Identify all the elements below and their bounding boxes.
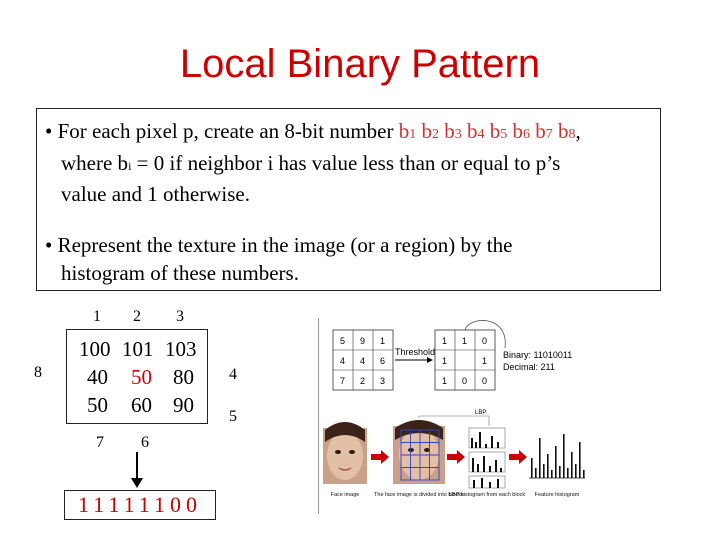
threshold-label: Threshold [395,347,436,357]
grid-cell: 90 [173,393,194,417]
neighbor-label-4: 4 [229,366,237,383]
down-arrow-icon [131,478,143,488]
matrix-cell: 3 [380,376,386,386]
face-blocks-image [393,420,445,484]
block-histograms [469,428,505,488]
grid-cell-center: 50 [131,365,152,389]
neighbor-label-2: 2 [133,308,141,325]
grid-cell: 101 [122,337,154,361]
decimal-code-text: Decimal: 211 [503,362,555,372]
binary-matrix [435,330,495,390]
lbp-label: LBP [475,410,487,416]
svg-text:1: 1 [442,376,448,386]
matrix-cell: 9 [360,336,366,346]
binary-result: 11111100 [64,490,216,520]
matrix-cell: 4 [360,356,366,366]
grid-cell: 60 [131,393,152,417]
caption-feature-histogram: Feature histogram [534,492,580,498]
caption-blocks: The face image is divided into blocks [374,492,464,498]
bullet1-line3: value and 1 otherwise. [61,182,250,206]
bullet-box [36,108,661,291]
pixel-grid [66,329,208,424]
neighbor-label-7: 7 [96,434,104,451]
grid-cell: 100 [79,337,111,361]
caption-lbp-histogram: LBP histogram from each block [448,492,526,498]
face-image [323,422,367,484]
matrix-cell: 1 [380,336,386,346]
bullet1-prefix: • For each pixel p, create an 8-bit number [45,119,399,143]
slide-title: Local Binary Pattern [179,42,541,86]
bullet-histogram [45,231,645,287]
svg-text:1: 1 [482,356,488,366]
neighbor-label-1: 1 [93,308,101,325]
svg-text:1: 1 [442,336,448,346]
matrix-cell: 7 [340,376,346,386]
neighbor-label-6: 6 [141,434,149,451]
matrix-cell: 6 [380,356,386,366]
matrix-cell: 5 [340,336,346,346]
lbp-figure-svg [319,318,587,514]
red-arrow-icon [371,450,389,464]
svg-text:0: 0 [482,336,488,346]
neighbor-label-5: 5 [229,408,237,425]
svg-text:1: 1 [462,336,468,346]
grid-cell: 80 [173,365,194,389]
lbp-illustration [318,318,587,514]
bit-sequence: b1 b2 b3 b4 b5 b6 b7 b8 [398,119,576,143]
bullet-definition: • For each pixel p, create an 8-bit number b1 b2 b3 b4 b5 b6 b7 b8, where bi = 0 if neighbor i has value less than or equal to p’s value and 1 otherwise. [45,117,655,208]
neighbor-label-3: 3 [176,308,184,325]
red-arrow-icon-3 [509,450,527,464]
feature-histogram [529,434,585,478]
svg-text:0: 0 [482,376,488,386]
threshold-arrow-icon [427,357,433,363]
svg-text:1: 1 [442,356,448,366]
matrix-cell: 2 [360,376,366,386]
grid-cell: 40 [87,365,108,389]
grid-cell: 50 [87,393,108,417]
bullet2-line2: histogram of these numbers. [61,261,299,285]
binary-code-text: Binary: 11010011 [503,350,573,360]
matrix-cell: 4 [340,356,346,366]
svg-text:0: 0 [462,376,468,386]
neighbor-label-8: 8 [34,364,42,381]
grid-cell: 103 [165,337,197,361]
bullet2-line1: • Represent the texture in the image (or a region) by the [45,233,513,257]
caption-face-image: Face image [330,492,360,498]
bullet1-line2: where bi = 0 if neighbor i has value less than or equal to p’s [61,151,561,175]
red-arrow-icon-2 [447,450,465,464]
input-matrix [333,330,393,390]
